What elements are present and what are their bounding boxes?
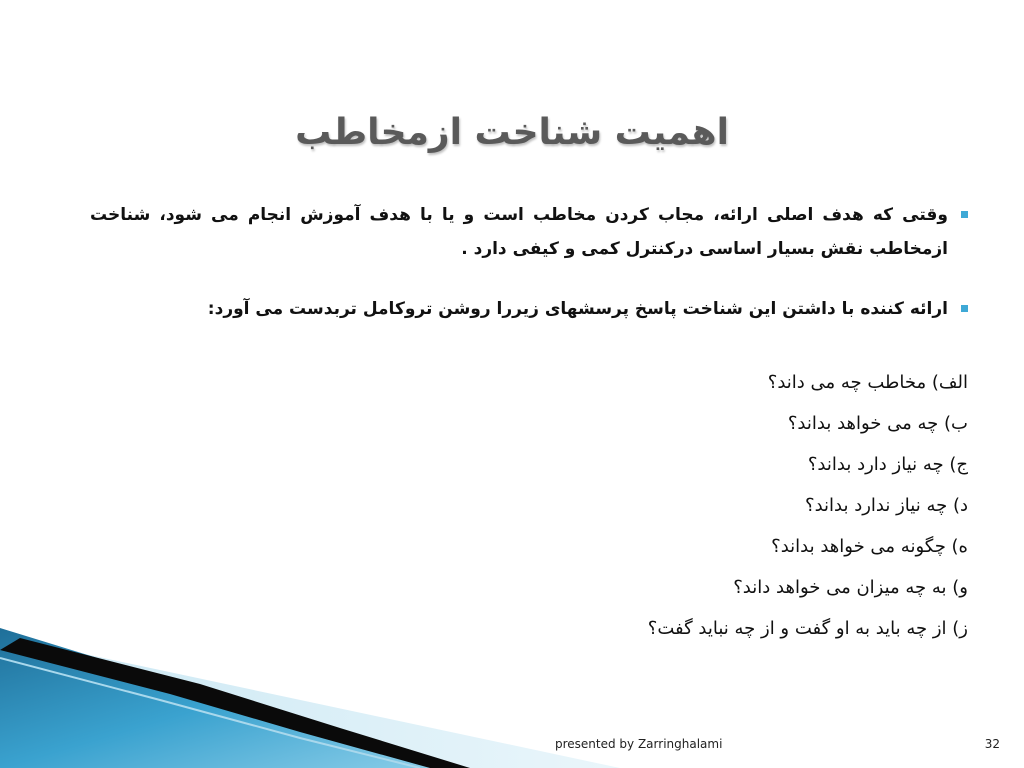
corner-decoration	[0, 628, 620, 768]
question-item: الف) مخاطب چه می داند؟	[767, 372, 968, 393]
bullet-item	[90, 198, 968, 266]
question-item: ز) از چه باید به او گفت و از چه نباید گفت؟	[647, 618, 968, 639]
page-number: 32	[984, 737, 1000, 751]
square-bullet-icon	[961, 305, 968, 312]
question-item: و) به چه میزان می خواهد داند؟	[733, 577, 968, 598]
question-item: ج) چه نیاز دارد بداند؟	[807, 454, 968, 475]
slide-title: اهمیت شناخت ازمخاطب	[295, 112, 729, 153]
square-bullet-icon	[961, 211, 968, 218]
bullet-item	[90, 292, 968, 326]
question-list	[90, 362, 968, 649]
slide-content	[90, 198, 968, 649]
question-item: ه) چگونه می خواهد بداند؟	[771, 536, 968, 557]
bullet-text: وقتی که هدف اصلی ارائه، مجاب کردن مخاطب است و یا با هدف آموزش انجام می شود، شناخت ازمخاطب نقش بسیار اساسی درکنترل کمی و کیفی دارد .	[90, 205, 948, 259]
footer-presenter: presented by Zarringhalami	[555, 737, 723, 751]
bullet-text: ارائه کننده با داشتن این شناخت پاسخ پرسشهای زیررا روشن تروکامل تربدست می آورد:	[207, 299, 948, 319]
question-item: د) چه نیاز ندارد بداند؟	[805, 495, 968, 516]
question-item: ب) چه می خواهد بداند؟	[787, 413, 968, 434]
